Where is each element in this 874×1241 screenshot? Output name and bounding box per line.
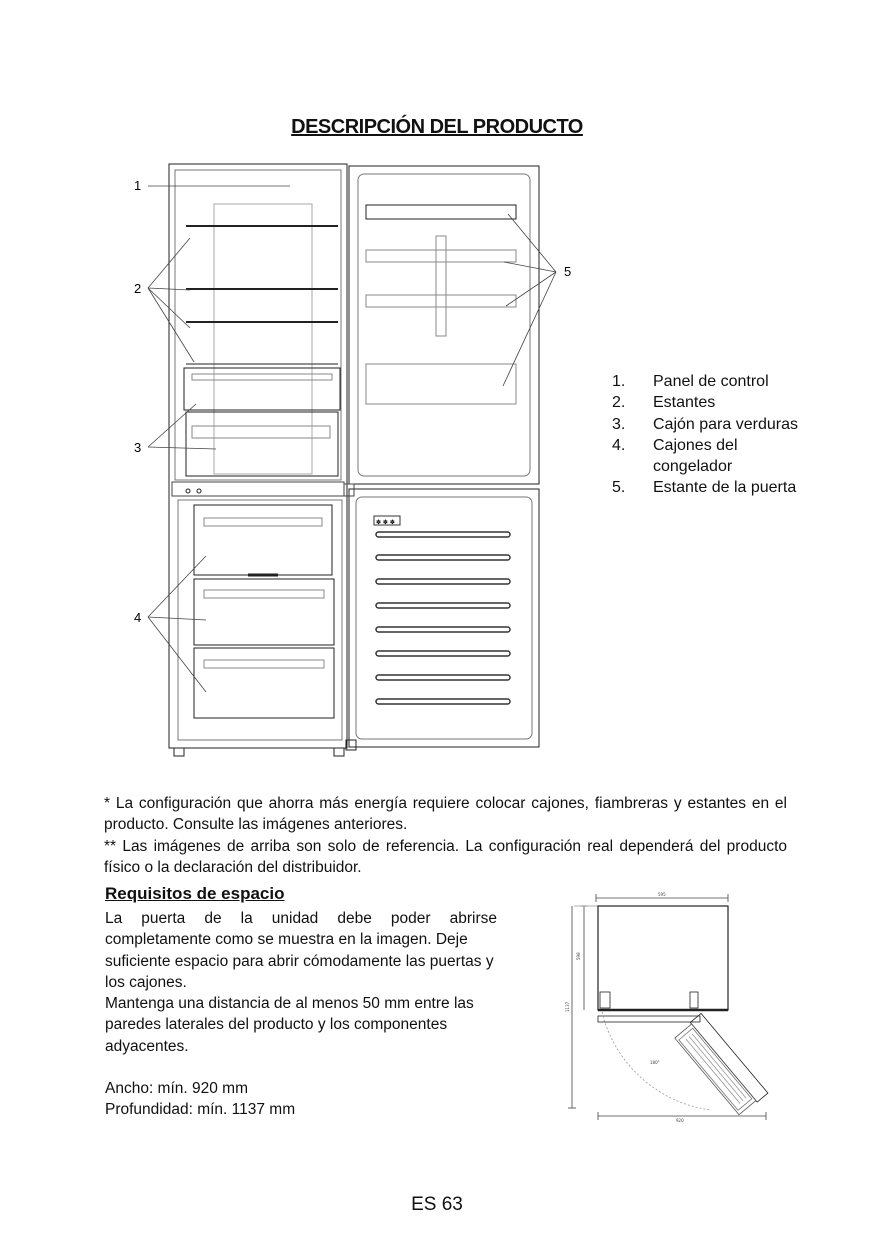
dim-depth-total: 1137 xyxy=(565,1001,570,1012)
freezer-drawer-3 xyxy=(194,648,334,718)
plan-open-door xyxy=(673,1013,767,1116)
callout-1: 1 xyxy=(134,178,142,193)
space-body: La puerta de la unidad debe poder abrirse completamente como se muestra en la imagen. Deje suficiente espacio para abrir cómodamente las puertas y los cajones. Mantenga una distancia de al menos 50 mm entre las paredes laterales del producto y los componentes adyacentes. xyxy=(105,910,497,1055)
fridge-interior xyxy=(175,170,341,480)
space-heading: Requisitos de espacio xyxy=(105,884,285,903)
callout-5: 5 xyxy=(564,264,572,279)
fridge-back-panel xyxy=(214,204,312,474)
min-width: Ancho: mín. 920 mm xyxy=(105,1080,249,1097)
space-dimensions xyxy=(105,1078,295,1121)
dim-depth-inner: 598 xyxy=(576,952,581,960)
note-energy: * La configuración que ahorra más energía requiere colocar cajones, fiambreras y estantes en el producto. Consulte las imágenes anteriores. xyxy=(104,795,787,834)
crisper-lower xyxy=(186,412,338,476)
freezer-star-badge: ✽ ✽ ✽ xyxy=(376,519,395,526)
min-depth: Profundidad: mín. 1137 mm xyxy=(105,1101,296,1119)
door-shelf-1 xyxy=(366,205,516,219)
legend-item: 2. Estantes xyxy=(612,394,716,412)
door-shelf-3 xyxy=(366,295,516,307)
page-number: ES 63 xyxy=(411,1194,463,1215)
shelves xyxy=(186,226,338,364)
note-reference: ** Las imágenes de arriba son solo de referencia. La configuración real dependerá del producto físico o la declaración del distribuidor. xyxy=(104,837,787,876)
callout-2: 2 xyxy=(134,281,142,296)
callout-3: 3 xyxy=(134,440,142,455)
freezer-drawer-2 xyxy=(194,579,334,645)
freezer-door xyxy=(349,489,539,747)
clearance-plan-diagram xyxy=(560,888,780,1138)
fridge-door xyxy=(349,166,539,484)
legend-item: 1. Panel de control xyxy=(612,373,769,390)
legend-item: 3. Cajón para verduras xyxy=(612,415,798,433)
notes-section xyxy=(104,793,787,878)
door-shelf-4 xyxy=(366,364,516,404)
plan-cabinet xyxy=(598,906,728,1010)
callout-4: 4 xyxy=(134,610,142,625)
freezer-door-ribs xyxy=(376,532,510,704)
legend-item: 4. Cajones del congelador xyxy=(612,436,738,476)
door-shelf-2 xyxy=(366,250,516,262)
dim-width-total: 920 xyxy=(676,1118,684,1123)
page-title: DESCRIPCIÓN DEL PRODUCTO xyxy=(291,116,583,138)
dim-top: 595 xyxy=(658,892,666,897)
legend-list xyxy=(612,371,812,499)
dim-angle: 180° xyxy=(650,1060,660,1065)
freezer-drawer-1 xyxy=(194,505,332,575)
legend-item: 5. Estante de la puerta xyxy=(612,479,797,497)
